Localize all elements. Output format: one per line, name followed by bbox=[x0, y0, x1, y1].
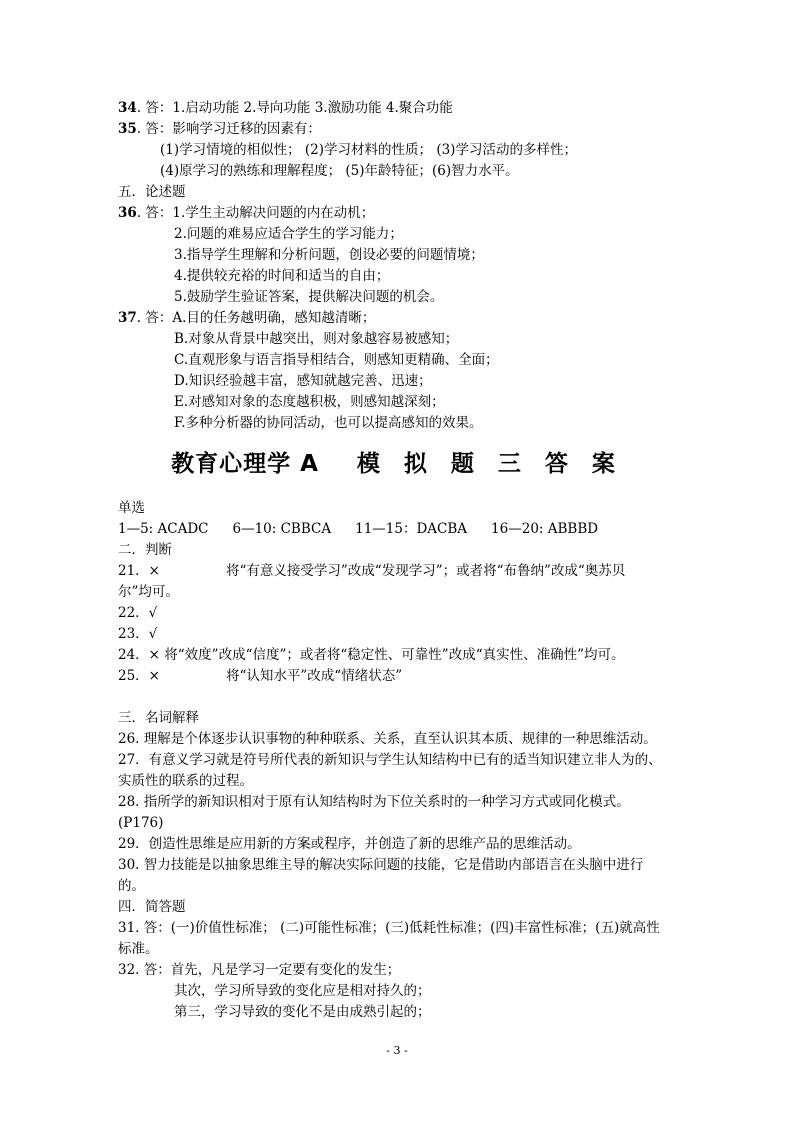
judge-21-cont: 尔”均可。 bbox=[118, 584, 179, 600]
judge-24: 24．× 将“效度”改成“信度”；或者将“稳定性、可靠性”改成“真实性、准确性”均可。 bbox=[118, 647, 625, 663]
term-28: 28. 指所学的新知识相对于原有认知结构时为下位关系时的一种学习方式或同化模式。 bbox=[118, 794, 630, 810]
answer-35-line-1: (1)学习情境的相似性； (2)学习材料的性质； (3)学习活动的多样性； bbox=[160, 142, 577, 158]
answer-37-line-c: C.直观形象与语言指导相结合，则感知更精确、全面； bbox=[174, 352, 499, 368]
term-26: 26. 理解是个体逐步认识事物的种种联系、关系，直至认识其本质、规律的一种思维活动。 bbox=[118, 731, 657, 747]
section-heading-single-choice: 单选 bbox=[118, 500, 145, 516]
short-31-cont: 标准。 bbox=[118, 941, 159, 957]
answer-group: 11—15：DACBA bbox=[355, 521, 468, 537]
term-29: 29．创造性思维是应用新的方案或程序，并创造了新的思维产品的思维活动。 bbox=[118, 836, 581, 852]
short-31: 31. 答：(一)价值性标准； (二)可能性标准；(三)低耗性标准；(四)丰富性标准；(五)就高性 bbox=[118, 920, 660, 936]
answer-35-line-2: (4)原学习的熟练和理解程度； (5)年龄特征；(6)智力水平。 bbox=[160, 163, 519, 179]
answer-37-line-b: B.对象从背景中越突出，则对象越容易被感知； bbox=[174, 331, 459, 347]
term-27: 27．有意义学习就是符号所代表的新知识与学生认知结构中已有的适当知识建立非人为的、 bbox=[118, 752, 662, 768]
answer-35 bbox=[118, 119, 321, 139]
title-exam: 模 拟 题 三 答 案 bbox=[356, 451, 623, 477]
answer-37-line-f: F.多种分析器的协同活动，也可以提高感知的效果。 bbox=[174, 415, 483, 431]
title-subject: 教育心理学 A bbox=[171, 451, 319, 477]
section-heading-judge: 二．判断 bbox=[118, 542, 172, 558]
answer-group: 6—10: CBBCA bbox=[232, 521, 332, 537]
judge-25-mark: 25．× bbox=[118, 668, 160, 684]
judge-25-text: 将“认知水平”改成“情绪状态” bbox=[226, 668, 403, 684]
question-number: 37 bbox=[118, 310, 137, 326]
answer-37 bbox=[118, 308, 375, 328]
short-32: 32. 答：首先，凡是学习一定要有变化的发生； bbox=[118, 962, 401, 978]
answer-37-line-d: D.知识经验越丰富，感知就越完善、迅速； bbox=[174, 373, 432, 389]
term-27-cont: 实质性的联系的过程。 bbox=[118, 773, 253, 789]
question-number: 34 bbox=[118, 100, 137, 116]
answer-36-line-3: 3.指导学生理解和分析问题，创设必要的问题情境； bbox=[174, 247, 484, 263]
judge-23: 23．√ bbox=[118, 626, 158, 642]
answer-text: . 答：A.目的任务越明确，感知越清晰； bbox=[136, 310, 376, 326]
short-32-line-3: 第三，学习导致的变化不是由成熟引起的； bbox=[174, 1004, 431, 1020]
section-heading-short-answer: 四．简答题 bbox=[118, 899, 186, 915]
answer-34 bbox=[118, 98, 453, 118]
term-30: 30. 智力技能是以抽象思维主导的解决实际问题的技能，它是借助内部语言在头脑中进行 bbox=[118, 857, 644, 873]
answer-text: . 答：1.启动功能 2.导向功能 3.激励功能 4.聚合功能 bbox=[136, 100, 453, 116]
page-title bbox=[0, 448, 794, 480]
short-32-line-2: 其次，学习所导致的变化应是相对持久的； bbox=[174, 983, 431, 999]
answer-36 bbox=[118, 203, 374, 223]
single-choice-answers bbox=[118, 519, 598, 539]
answer-36-line-5: 5.鼓励学生验证答案，提供解决问题的机会。 bbox=[174, 289, 444, 305]
term-30-cont: 的。 bbox=[118, 878, 145, 894]
section-heading-essay: 五．论述题 bbox=[118, 184, 186, 200]
section-heading-terms: 三．名词解释 bbox=[118, 710, 199, 726]
answer-group: 1—5: ACADC bbox=[118, 521, 209, 537]
question-number: 35 bbox=[118, 121, 137, 137]
judge-21-text: 将“有意义接受学习”改成“发现学习”；或者将“布鲁纳”改成“奥苏贝 bbox=[226, 563, 626, 579]
term-28-cont: (P176) bbox=[118, 815, 164, 831]
judge-21-mark: 21．× bbox=[118, 563, 160, 579]
answer-37-line-e: E.对感知对象的态度越积极，则感知越深刻； bbox=[174, 394, 445, 410]
answer-group: 16—20: ABBBD bbox=[491, 521, 599, 537]
answer-text: . 答：影响学习迁移的因素有： bbox=[136, 121, 321, 137]
answer-text: . 答：1.学生主动解决问题的内在动机； bbox=[136, 205, 375, 221]
question-number: 36 bbox=[118, 205, 137, 221]
answer-36-line-2: 2.问题的难易应适合学生的学习能力； bbox=[174, 226, 403, 242]
page-number: - 3 - bbox=[386, 1044, 408, 1057]
answer-36-line-4: 4.提供较充裕的时间和适当的自由； bbox=[174, 268, 390, 284]
judge-22: 22．√ bbox=[118, 605, 158, 621]
